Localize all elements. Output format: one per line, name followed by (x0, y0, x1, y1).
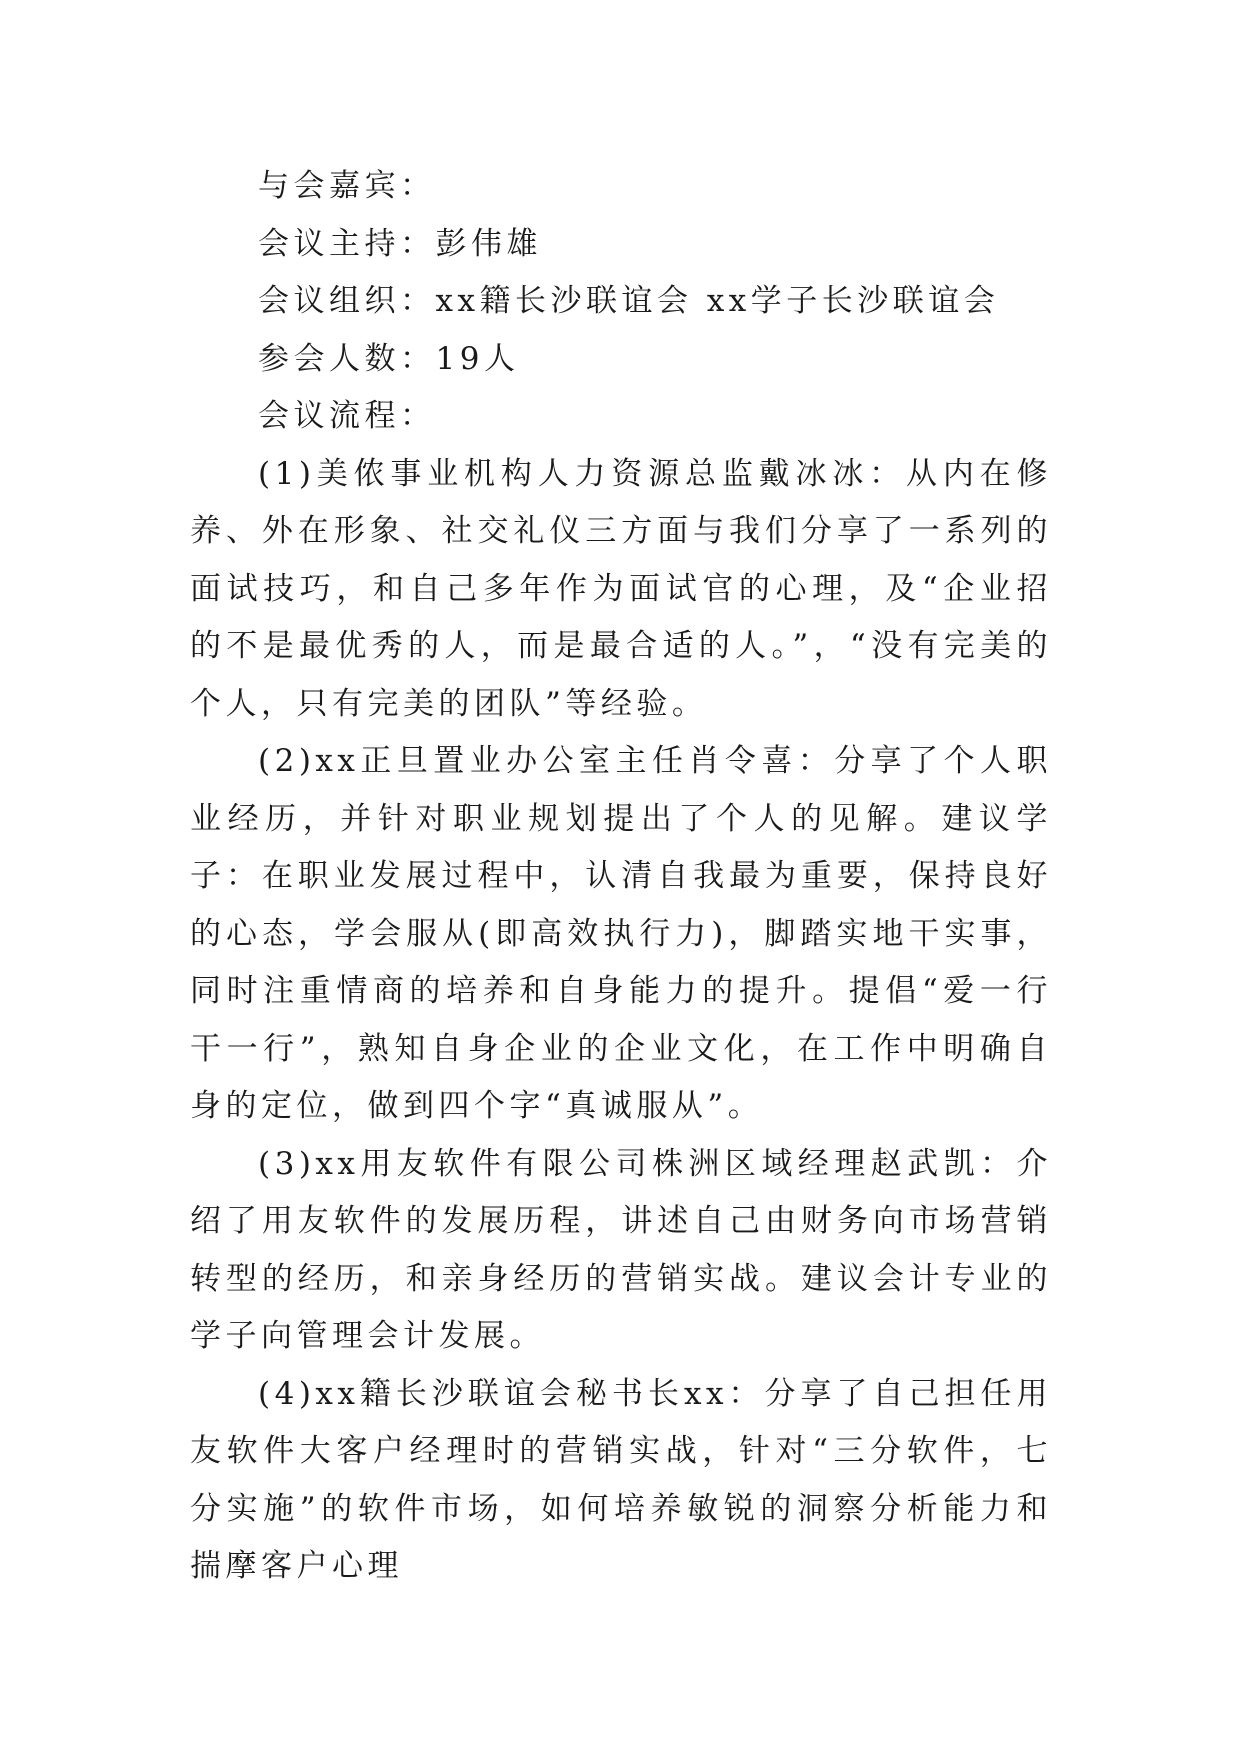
organizer-line: 会议组织：xx籍长沙联谊会 xx学子长沙联谊会 (258, 283, 1000, 319)
process-item-4: (4)xx籍长沙联谊会秘书长xx：分享了自己担任用友软件大客户经理时的营销实战，针对“三分软件，七分实施”的软件市场，如何培养敏锐的洞察分析能力和揣摩客户心理 (190, 1375, 1052, 1584)
process-item-1: (1)美侬事业机构人力资源总监戴冰冰：从内在修养、外在形象、社交礼仪三方面与我们分享了一系列的面试技巧，和自己多年作为面试官的心理，及“企业招的不是最优秀的人，而是最合适的人。”，“没有完美的个人，只有完美的团队”等经验。 (190, 455, 1052, 722)
process-item-2: (2)xx正旦置业办公室主任肖令喜：分享了个人职业经历，并针对职业规划提出了个人的见解。建议学子：在职业发展过程中，认清自我最为重要，保持良好的心态，学会服从(即高效执行力)，脚踏实地干实事，同时注重情商的培养和自身能力的提升。提倡“爱一行干一行”，熟知自身企业的企业文化，在工作中明确自身的定位，做到四个字“真诚服从”。 (190, 743, 1052, 1124)
attendees-line: 参会人数：19人 (258, 340, 520, 377)
process-line: 会议流程： (258, 398, 436, 434)
host-line: 会议主持：彭伟雄 (258, 225, 542, 262)
document-body (190, 158, 1052, 1596)
guests-line: 与会嘉宾： (258, 168, 436, 204)
process-item-3: (3)xx用友软件有限公司株洲区域经理赵武凯：介绍了用友软件的发展历程，讲述自己由财务向市场营销转型的经历，和亲身经历的营销实战。建议会计专业的学子向管理会计发展。 (190, 1145, 1052, 1354)
